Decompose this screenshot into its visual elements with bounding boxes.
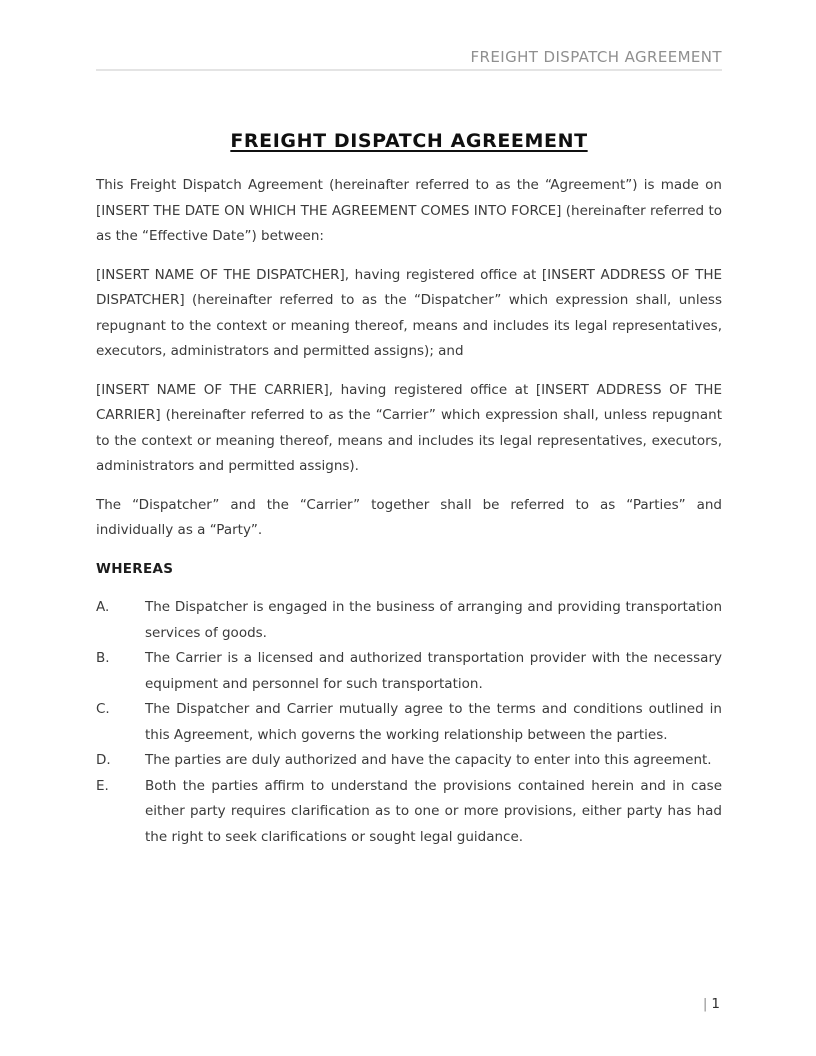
recital-item-b [96,646,722,697]
recital-text: Both the parties affirm to understand the provisions contained herein and in case either party requires clarification as to one or more provisions, either party has had the right to seek clarifications or sought legal guidance. [145,777,722,845]
paragraph-parties-definition: The “Dispatcher” and the “Carrier” together shall be referred to as “Parties” and individually as a “Party”. [96,496,722,538]
recital-item-c [96,697,722,748]
recital-text: The parties are duly authorized and have the capacity to enter into this agreement. [145,752,712,768]
recital-item-a [96,595,722,646]
recital-text: The Dispatcher is engaged in the business of arranging and providing transportation services of goods. [145,599,722,641]
recital-item-d [96,748,722,774]
page-footer [703,996,720,1012]
document-title: FREIGHT DISPATCH AGREEMENT [230,130,588,152]
header-title: FREIGHT DISPATCH AGREEMENT [470,48,722,66]
footer-separator: | [702,996,708,1012]
paragraph-dispatcher-party: [INSERT NAME OF THE DISPATCHER], having registered office at [INSERT ADDRESS OF THE DISPATCHER] (hereinafter referred to as the “Dispatcher” which expression shall, unless repugnant to the context or meaning thereof, means and includes its legal representatives, executors, administrators and permitted assigns); and [96,266,722,359]
recital-letter: A. [96,599,110,615]
recital-letter: D. [96,752,111,768]
whereas-heading: WHEREAS [96,560,174,577]
recital-letter: C. [96,701,110,717]
footer-page-number: 1 [711,996,720,1012]
recital-text: The Carrier is a licensed and authorized transportation provider with the necessary equipment and personnel for such transportation. [145,650,722,692]
paragraph-agreement-intro: This Freight Dispatch Agreement (hereinafter referred to as the “Agreement”) is made on [INSERT THE DATE ON WHICH THE AGREEMENT COMES INTO FORCE] (hereinafter referred to as the “Effective Date”) between: [96,177,722,244]
recital-item-e [96,774,722,851]
page-header [96,48,722,71]
recitals-list [96,595,722,850]
recital-text: The Dispatcher and Carrier mutually agree to the terms and conditions outlined in this Agreement, which governs the working relationship between the parties. [145,701,722,743]
recital-letter: B. [96,650,110,666]
recital-letter: E. [96,777,109,794]
paragraph-carrier-party: [INSERT NAME OF THE CARRIER], having registered office at [INSERT ADDRESS OF THE CARRIER] (hereinafter referred to as the “Carrier” which expression shall, unless repugnant to the context or meaning thereof, means and includes its legal representatives, executors, administrators and permitted assigns). [96,381,722,474]
